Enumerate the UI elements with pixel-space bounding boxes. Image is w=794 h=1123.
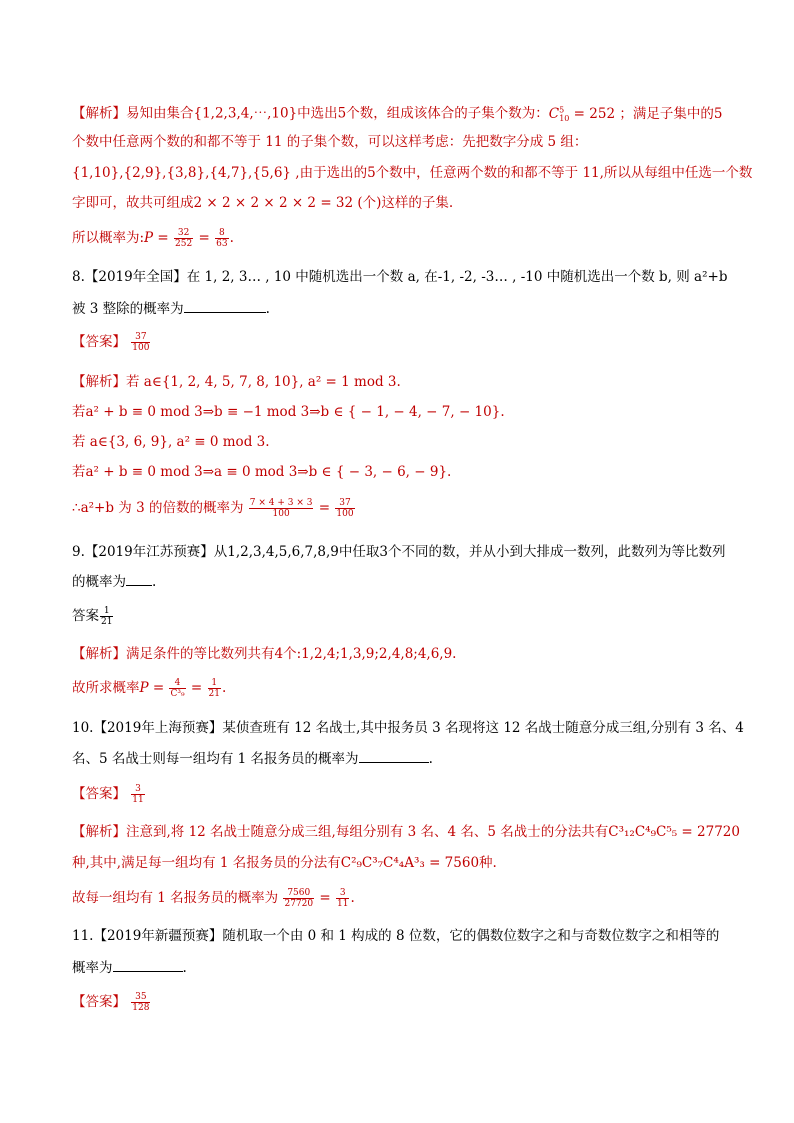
q10-analysis-line-2: 种,其中,满足每一组均有 1 名报务员的分法有C²₉C³₇C⁴₄A³₃ = 7560种. [72,855,497,871]
q8-analysis-line-4: 若a² + b ≡ 0 mod 3⇒a ≡ 0 mod 3⇒b ∈ { − 3, − 6, − 9}. [72,464,452,480]
q7-analysis-line-2: 个数中任意两个数的和都不等于 11 的子集个数，可以这样考虑：先把数字分成 5 组： [72,134,588,150]
q11-question-line-2: 概率为 . [72,960,187,976]
q8-analysis-line-2: 若a² + b ≡ 0 mod 3⇒b ≡ −1 mod 3⇒b ∈ { − 1, − 4, − 7, − 10}. [72,404,505,420]
answer-blank [184,299,266,313]
q10-analysis-line-1: 【解析】注意到,将 12 名战士随意分成三组,每组分别有 3 名、4 名、5 名战士的分法共有C³₁₂C⁴₉C⁵₅ = 27720 [72,824,740,840]
q8-question-line-1: 8.【2019年全国】在 1, 2, 3… , 10 中随机选出一个数 a, 在-1, -2, -3… , -10 中随机选出一个数 b, 则 a²+b [72,269,728,285]
q11-answer: 【答案】 $\frac{35}{128}$ [72,992,150,1013]
answer-blank [113,958,183,972]
q8-analysis-line-5: ∴a²+b 为 3 的倍数的概率为 $\frac{7 \times 4 + 3 \times 3}{100}$ = $\frac{37}{100}$ [72,498,354,519]
q9-analysis-line-2: 故所求概率𝑃 = $\frac{4}{\text{C³₉}}$ = $\frac{1}{21}$ . [72,678,227,699]
q8-question-line-2: 被 3 整除的概率为 . [72,301,270,317]
q7-probability-line: 所以概率为:𝑃 = $\frac{32}{252}$ = $\frac{8}{63}$ . [72,228,234,249]
q7-analysis-line-3: {1,10},{2,9},{3,8},{4,7},{5,6} ,由于选出的5个数中，任意两个数的和都不等于 11,所以从每组中任选一个数 [72,165,753,181]
q7-analysis-line-1: 【解析】易知由集合{1,2,3,4,⋯,10}中选出5个数，组成该体合的子集个数为：$C^5_{10} = 252$ ；满足子集中的5 [72,105,723,124]
answer-blank [359,749,429,763]
q10-question-line-1: 10.【2019年上海预赛】某侦查班有 12 名战士,其中报务员 3 名现将这 12 名战士随意分成三组,分别有 3 名、4 [72,720,744,736]
q8-answer: 【答案】 $\frac{37}{100}$ [72,332,150,353]
q10-answer: 【答案】 $\frac{3}{11}$ [72,784,144,805]
q10-question-line-2: 名、5 名战士则每一组均有 1 名报务员的概率为 . [72,751,433,767]
analysis-tag: 【解析】 [72,105,126,122]
q11-question-line-1: 11.【2019年新疆预赛】随机取一个由 0 和 1 构成的 8 位数，它的偶数位数字之和与奇数位数字之和相等的 [72,928,720,944]
q8-analysis-line-3: 若 a∈{3, 6, 9}, a² ≡ 0 mod 3. [72,434,270,450]
q9-answer: 答案 $\frac{1}{21}$ [72,606,113,627]
q9-question-line-1: 9.【2019年江苏预赛】从1,2,3,4,5,6,7,8,9中任取3个不同的数，并从小到大排成一数列，此数列为等比数列 [72,544,726,560]
q7-analysis-line-4: 字即可，故共可组成2 × 2 × 2 × 2 × 2 = 32 (个)这样的子集. [72,195,454,211]
answer-blank [126,572,152,586]
q9-analysis-line-1: 【解析】满足条件的等比数列共有4个:1,2,4;1,3,9;2,4,8;4,6,9. [72,646,457,662]
q8-analysis-line-1: 【解析】若 a∈{1, 2, 4, 5, 7, 8, 10}, a² = 1 mod 3. [72,374,401,390]
q9-question-line-2: 的概率为 . [72,574,157,590]
q10-analysis-line-3: 故每一组均有 1 名报务员的概率为 $\frac{7560}{27720}$ = $\frac{3}{11}$ . [72,888,355,909]
